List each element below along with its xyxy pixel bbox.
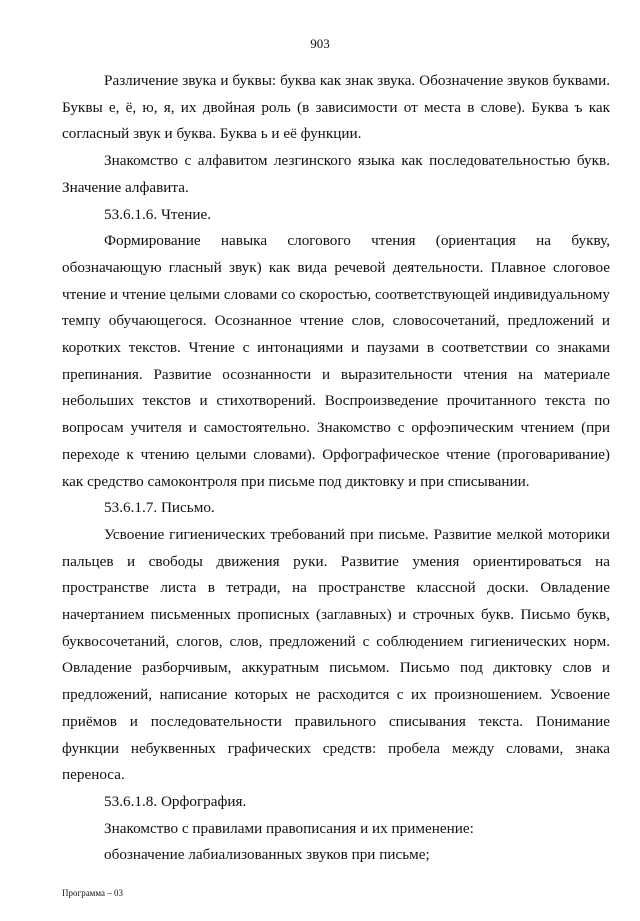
page-number: 903 bbox=[310, 36, 330, 51]
paragraph-orthography-rules: Знакомство с правилами правописания и их применение: bbox=[104, 819, 474, 837]
section-heading-orthography: 53.6.1.8. Орфография. bbox=[104, 792, 247, 810]
paragraph-writing: Усвоение гигиенических требований при письме. Развитие мелкой моторики пальцев и свободы движения руки. Развитие умения ориентироваться на пространстве листа в тетради, на пространстве классной доски. Овладение начертанием письменных прописных (заглавных) и строчных букв. Письмо букв, буквосочетаний, слогов, слов, предложений с соблюдением гигиенических норм. Овладение разборчивым, аккуратным письмом. Письмо под диктовку слов и предложений, написание которых не расходится с их произношением. Усвоение приёмов и последовательности правильного списывания текста. Понимание функции небуквенных графических средств: пробела между словами, знака переноса. bbox=[62, 525, 610, 784]
paragraph-labialized-sounds: обозначение лабиализованных звуков при письме; bbox=[104, 846, 430, 864]
paragraph-alphabet: Знакомство с алфавитом лезгинского языка как последовательностью букв. Значение алфавита. bbox=[62, 152, 610, 196]
document-body bbox=[62, 68, 610, 869]
page-footer: Программа – 03 bbox=[62, 888, 124, 898]
paragraph-sound-letter: Различение звука и буквы: буква как знак звука. Обозначение звуков буквами. Буквы е, ё, ю, я, их двойная роль (в зависимости от места в слове). Буква ъ как согласный звук и буква. Буква ь и её функции. bbox=[62, 72, 610, 143]
section-heading-writing: 53.6.1.7. Письмо. bbox=[104, 499, 215, 517]
section-heading-reading: 53.6.1.6. Чтение. bbox=[104, 205, 211, 223]
paragraph-reading: Формирование навыка слогового чтения (ориентация на букву, обозначающую гласный звук) как вида речевой деятельности. Плавное слоговое чтение и чтение целыми словами со скоростью, соответствующей индивидуальному темпу обучающегося. Осознанное чтение слов, словосочетаний, предложений и коротких текстов. Чтение с интонациями и паузами в соответствии со знаками препинания. Развитие осознанности и выразительности чтения на материале небольших текстов и стихотворений. Воспроизведение прочитанного текста по вопросам учителя и самостоятельно. Знакомство с орфоэпическим чтением (при переходе к чтению целыми словами). Орфографическое чтение (проговаривание) как средство самоконтроля при письме под диктовку и при списывании. bbox=[62, 232, 610, 490]
